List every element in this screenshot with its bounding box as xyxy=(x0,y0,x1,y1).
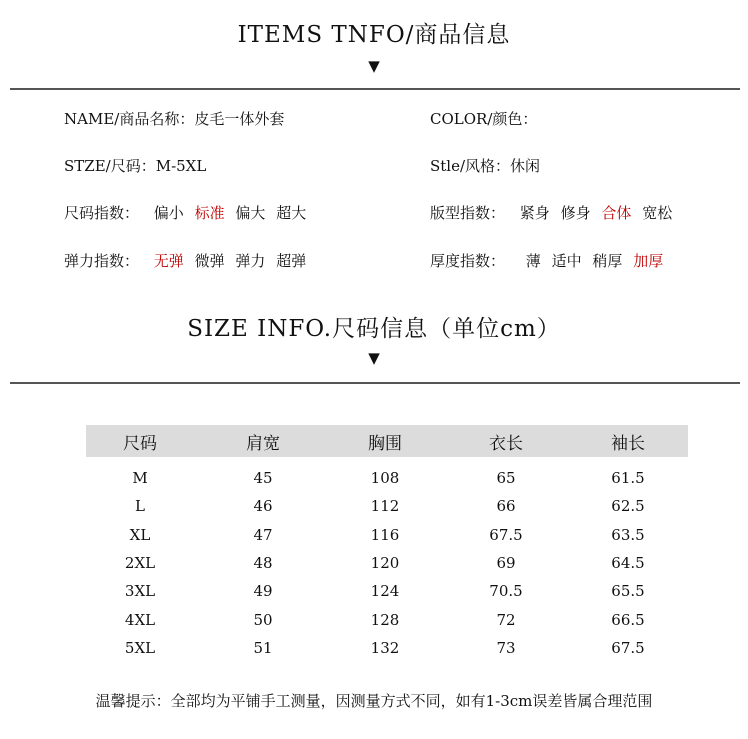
thickness-index-label: 厚度指数： xyxy=(430,252,506,270)
table-cell: 120 xyxy=(370,554,400,572)
table-cell: 112 xyxy=(370,497,400,515)
stretch-index-option: 超弹 xyxy=(276,252,307,270)
divider xyxy=(10,382,740,384)
fit-index-option: 宽松 xyxy=(642,204,673,222)
fit-index-row xyxy=(430,202,678,223)
stretch-index-option: 弹力 xyxy=(235,252,266,270)
table-cell: 45 xyxy=(253,469,273,487)
table-cell: 3XL xyxy=(124,582,156,600)
table-cell: 50 xyxy=(253,611,273,629)
table-cell: 61.5 xyxy=(611,469,645,487)
product-size-range: STZE/尺码：M-5XL xyxy=(64,157,207,175)
stretch-index-row xyxy=(64,250,312,271)
table-cell: 132 xyxy=(370,639,400,657)
product-name: NAME/商品名称：皮毛一体外套 xyxy=(64,110,285,128)
table-cell: 2XL xyxy=(124,554,156,572)
table-cell: 124 xyxy=(370,582,400,600)
product-color: COLOR/颜色： xyxy=(430,110,538,128)
fit-index-option: 紧身 xyxy=(519,204,550,222)
down-arrow-icon: ▼ xyxy=(368,349,380,367)
table-header-length: 衣长 xyxy=(489,434,523,454)
stretch-index-option: 微弹 xyxy=(194,252,225,270)
table-cell: 69 xyxy=(496,554,516,572)
fit-index-label: 版型指数： xyxy=(430,204,506,222)
fit-index-option: 修身 xyxy=(560,204,591,222)
size-index-option: 偏小 xyxy=(153,204,184,222)
size-index-label: 尺码指数： xyxy=(64,204,140,222)
size-info-title: SIZE INFO.尺码信息（单位cm） xyxy=(187,316,561,342)
table-cell: 72 xyxy=(496,611,516,629)
table-cell: 108 xyxy=(370,469,400,487)
table-cell: 67.5 xyxy=(489,526,523,544)
table-cell: 67.5 xyxy=(611,639,645,657)
size-index-row xyxy=(64,202,312,223)
table-header-size: 尺码 xyxy=(123,434,157,454)
table-cell: 48 xyxy=(253,554,273,572)
table-cell: 66 xyxy=(496,497,516,515)
table-cell: 62.5 xyxy=(611,497,645,515)
measurement-note: 温馨提示：全部均为平铺手工测量，因测量方式不同，如有1-3cm误差皆属合理范围 xyxy=(95,692,653,710)
size-index-option: 偏大 xyxy=(235,204,266,222)
table-header-shoulder: 肩宽 xyxy=(246,434,280,454)
thickness-index-option-selected: 加厚 xyxy=(633,252,664,270)
table-cell: 5XL xyxy=(124,639,156,657)
size-index-option: 超大 xyxy=(276,204,307,222)
thickness-index-option: 适中 xyxy=(551,252,582,270)
stretch-index-option-selected: 无弹 xyxy=(153,252,184,270)
table-cell: XL xyxy=(129,526,151,544)
table-cell: 128 xyxy=(370,611,400,629)
thickness-index-row xyxy=(430,250,669,271)
table-cell: 70.5 xyxy=(489,582,523,600)
table-cell: 64.5 xyxy=(611,554,645,572)
table-cell: 65 xyxy=(496,469,516,487)
table-header-sleeve: 袖长 xyxy=(611,434,645,454)
table-cell: M xyxy=(132,469,148,487)
table-cell: 49 xyxy=(253,582,273,600)
table-cell: 66.5 xyxy=(611,611,645,629)
down-arrow-icon: ▼ xyxy=(368,57,380,75)
thickness-index-option: 稍厚 xyxy=(592,252,623,270)
table-cell: 47 xyxy=(253,526,273,544)
items-info-title: ITEMS TNFO/商品信息 xyxy=(237,22,511,48)
table-cell: 46 xyxy=(253,497,273,515)
table-cell: 63.5 xyxy=(611,526,645,544)
stretch-index-label: 弹力指数： xyxy=(64,252,140,270)
table-cell: L xyxy=(135,497,145,515)
thickness-index-option: 薄 xyxy=(525,252,541,270)
fit-index-option-selected: 合体 xyxy=(601,204,632,222)
divider xyxy=(10,88,740,90)
table-cell: 73 xyxy=(496,639,516,657)
table-cell: 51 xyxy=(253,639,273,657)
product-style: Stle/风格：休闲 xyxy=(430,157,541,175)
table-cell: 4XL xyxy=(124,611,156,629)
table-header-chest: 胸围 xyxy=(368,434,402,454)
table-cell: 65.5 xyxy=(611,582,645,600)
table-cell: 116 xyxy=(370,526,400,544)
size-index-option-selected: 标准 xyxy=(194,204,225,222)
